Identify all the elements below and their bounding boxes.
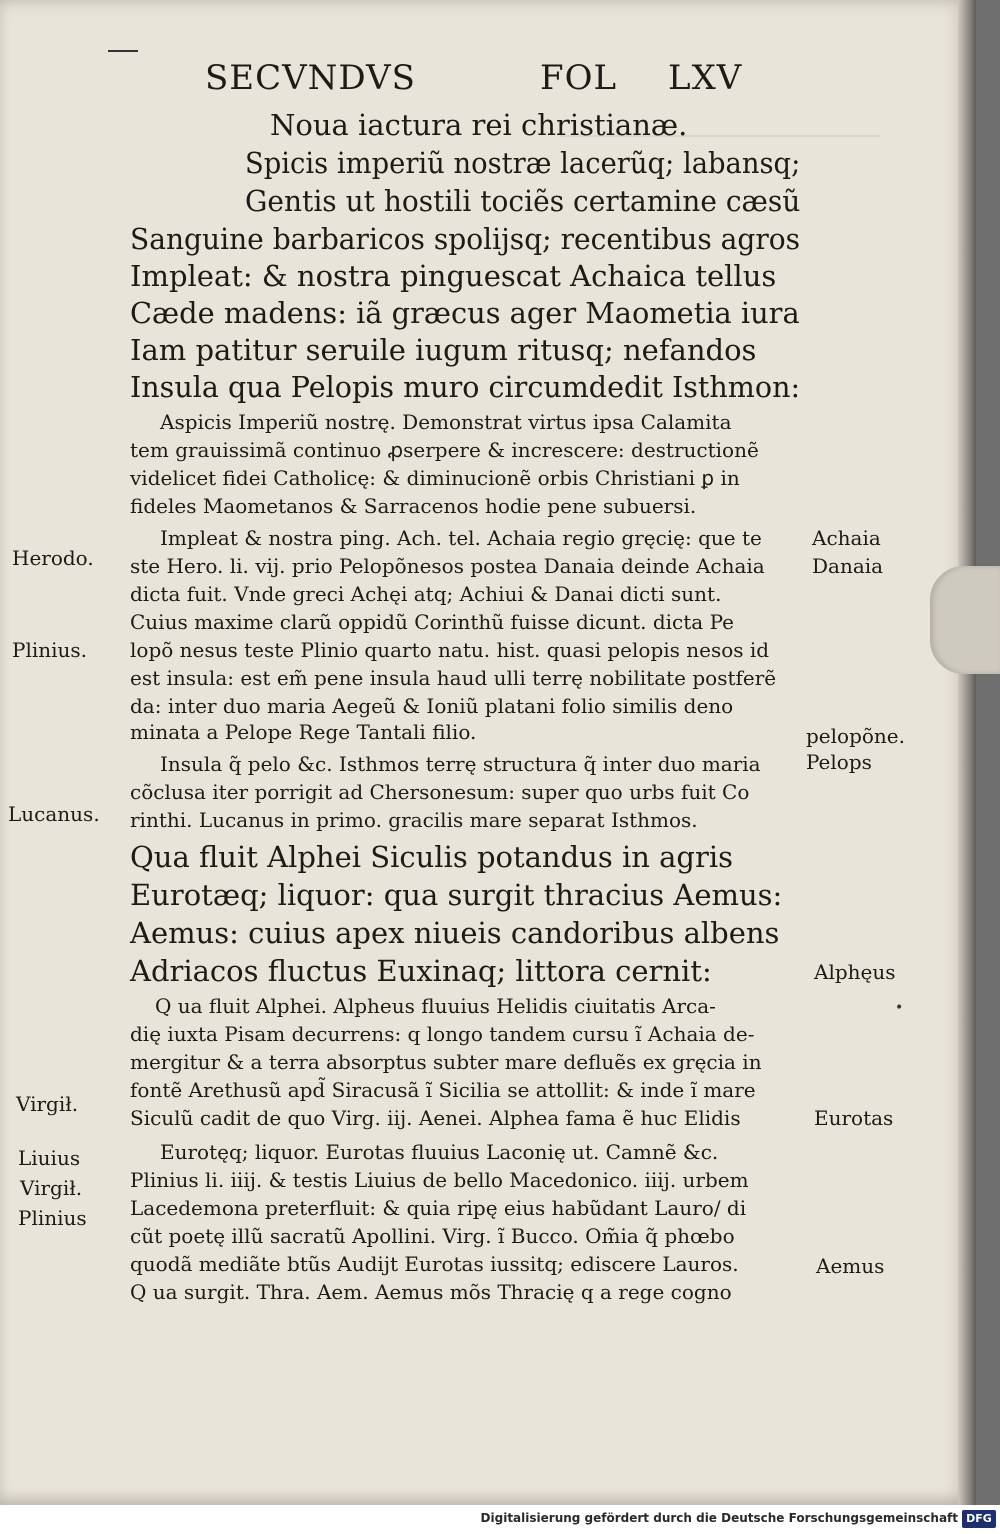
commentary-line: Plinius li. iiij. & testis Liuius de bello Macedonico. iiij. urbem (130, 1168, 749, 1192)
verse-line: Qua fluit Alphei Siculis potandus in agris (130, 840, 733, 874)
commentary-line: Impleat & nostra ping. Ach. tel. Achaia regio gręcię: que te (160, 526, 762, 550)
commentary-line: Siculũ cadit de quo Virg. iij. Aenei. Alphea fama ẽ huc Elidis (130, 1106, 741, 1130)
commentary-line: Aspicis Imperiũ nostrę. Demonstrat virtus ipsa Calamita (160, 410, 732, 434)
verse-line: Adriacos fluctus Euxinaq; littora cernit: (130, 954, 712, 988)
commentary-line: rinthi. Lucanus in primo. gracilis mare separat Isthmos. (130, 808, 698, 832)
commentary-line: Lacedemona preterfluit: & quia ripę eius habũdant Lauro/ di (130, 1196, 747, 1220)
margin-note-achaia: Achaia (812, 526, 881, 550)
margin-note-plinius: Plinius (18, 1206, 87, 1230)
commentary-line: fideles Maometanos & Sarracenos hodie pene subuersi. (130, 494, 697, 518)
commentary-line: mergitur & a terra absorptus subter mare defluẽs ex gręcia in (130, 1050, 762, 1074)
commentary-line: tem grauissimã continuo ꝓserpere & increscere: destructionẽ (130, 438, 759, 462)
margin-note-virgil: Virgił. (16, 1092, 79, 1116)
margin-note-lucanus: Lucanus. (8, 802, 100, 826)
verse-line: Impleat: & nostra pinguescat Achaica tellus (130, 259, 777, 293)
section-title: Noua iactura rei christianæ. (270, 108, 688, 142)
verse-line: Eurotæq; liquor: qua surgit thracius Aemus: (130, 878, 783, 912)
margin-note-pelops: Pelops (806, 750, 872, 774)
page-edge-shadow (958, 0, 976, 1505)
bookmark-ribbon (930, 566, 1000, 674)
margin-note-danaia: Danaia (812, 554, 884, 578)
dfg-logo-icon: DFG (962, 1510, 996, 1528)
commentary-line: minata a Pelope Rege Tantali filio. (130, 720, 477, 744)
commentary-line: cũt poetę illũ sacratũ Apollini. Virg. ĩ Bucco. Om̃ia q̃ phœbo (130, 1224, 735, 1248)
margin-note-virgil: Virgił. (20, 1176, 83, 1200)
margin-note-plinius: Plinius. (12, 638, 88, 662)
commentary-line: quodã mediãte btũs Audijt Eurotas iussitq; ediscere Lauros. (130, 1252, 739, 1276)
ink-stroke (108, 50, 138, 52)
margin-note-peloponesus: pelopõne. (806, 724, 905, 748)
folio-label: FOL (540, 58, 618, 98)
commentary-line: Cuius maxime clarũ oppidũ Corinthũ fuisse dicunt. dicta Pe (130, 610, 734, 634)
funding-credit: Digitalisierung gefördert durch die Deutsche Forschungsgemeinschaft (480, 1511, 958, 1525)
verse-line: Cæde madens: iã græcus ager Maometia iura (130, 296, 800, 330)
commentary-line: lopõ nesus teste Plinio quarto natu. hist. quasi pelopis nesos id (130, 638, 770, 662)
verse-line: Spicis imperiũ nostræ lacerũq; labansq; (245, 146, 801, 180)
margin-note-aemus: Aemus (816, 1254, 885, 1278)
ink-dot: • (895, 1000, 904, 1016)
verse-line: Aemus: cuius apex niueis candoribus albens (130, 916, 780, 950)
commentary-line: videlicet fidei Catholicę: & diminucionẽ orbis Christiani ꝑ in (130, 466, 740, 490)
verse-line: Gentis ut hostili tociẽs certamine cæsũ (245, 184, 801, 218)
commentary-line: Eurotęq; liquor. Eurotas fluuius Laconię ut. Camnẽ &c. (160, 1140, 719, 1164)
margin-note-liuius: Liuius (18, 1146, 81, 1170)
commentary-line: dicta fuit. Vnde greci Achęi atq; Achiui & Danai dicti sunt. (130, 582, 722, 606)
footer-bar (0, 1505, 1000, 1534)
commentary-line: cõclusa iter porrigit ad Chersonesum: super quo urbs fuit Co (130, 780, 750, 804)
folio-number: LXV (668, 58, 743, 98)
commentary-line: dię iuxta Pisam decurrens: q longo tandem cursu ĩ Achaia de- (130, 1022, 755, 1046)
commentary-line: da: inter duo maria Aegeũ & Ioniũ platani folio similis deno (130, 694, 734, 718)
commentary-line: fontẽ Arethusũ apd̃ Siracusã ĩ Sicilia se attollit: & inde ĩ mare (130, 1078, 756, 1102)
running-title: SECVNDVS (205, 58, 416, 98)
commentary-line: ste Hero. li. vij. prio Pelopõnesos postea Danaia deinde Achaia (130, 554, 765, 578)
margin-note-alpheus: Alphęus (814, 960, 896, 984)
verse-line: Iam patitur seruile iugum ritusq; nefandos (130, 333, 757, 367)
commentary-line: est insula: est em̃ pene insula haud ulli terrę nobilitate postferẽ (130, 666, 777, 690)
commentary-line: Insula q̃ pelo &c. Isthmos terrę structura q̃ inter duo maria (160, 752, 761, 776)
commentary-line: Q ua fluit Alphei. Alpheus fluuius Helidis ciuitatis Arca- (155, 994, 716, 1018)
verse-line: Sanguine barbaricos spolijsq; recentibus agros (130, 222, 801, 256)
margin-note-herodo: Herodo. (12, 546, 94, 570)
margin-note-eurotas: Eurotas (814, 1106, 894, 1130)
commentary-line: Q ua surgit. Thra. Aem. Aemus mõs Thracię q a rege cogno (130, 1280, 732, 1304)
verse-line: Insula qua Pelopis muro circumdedit Isthmon: (130, 370, 801, 404)
